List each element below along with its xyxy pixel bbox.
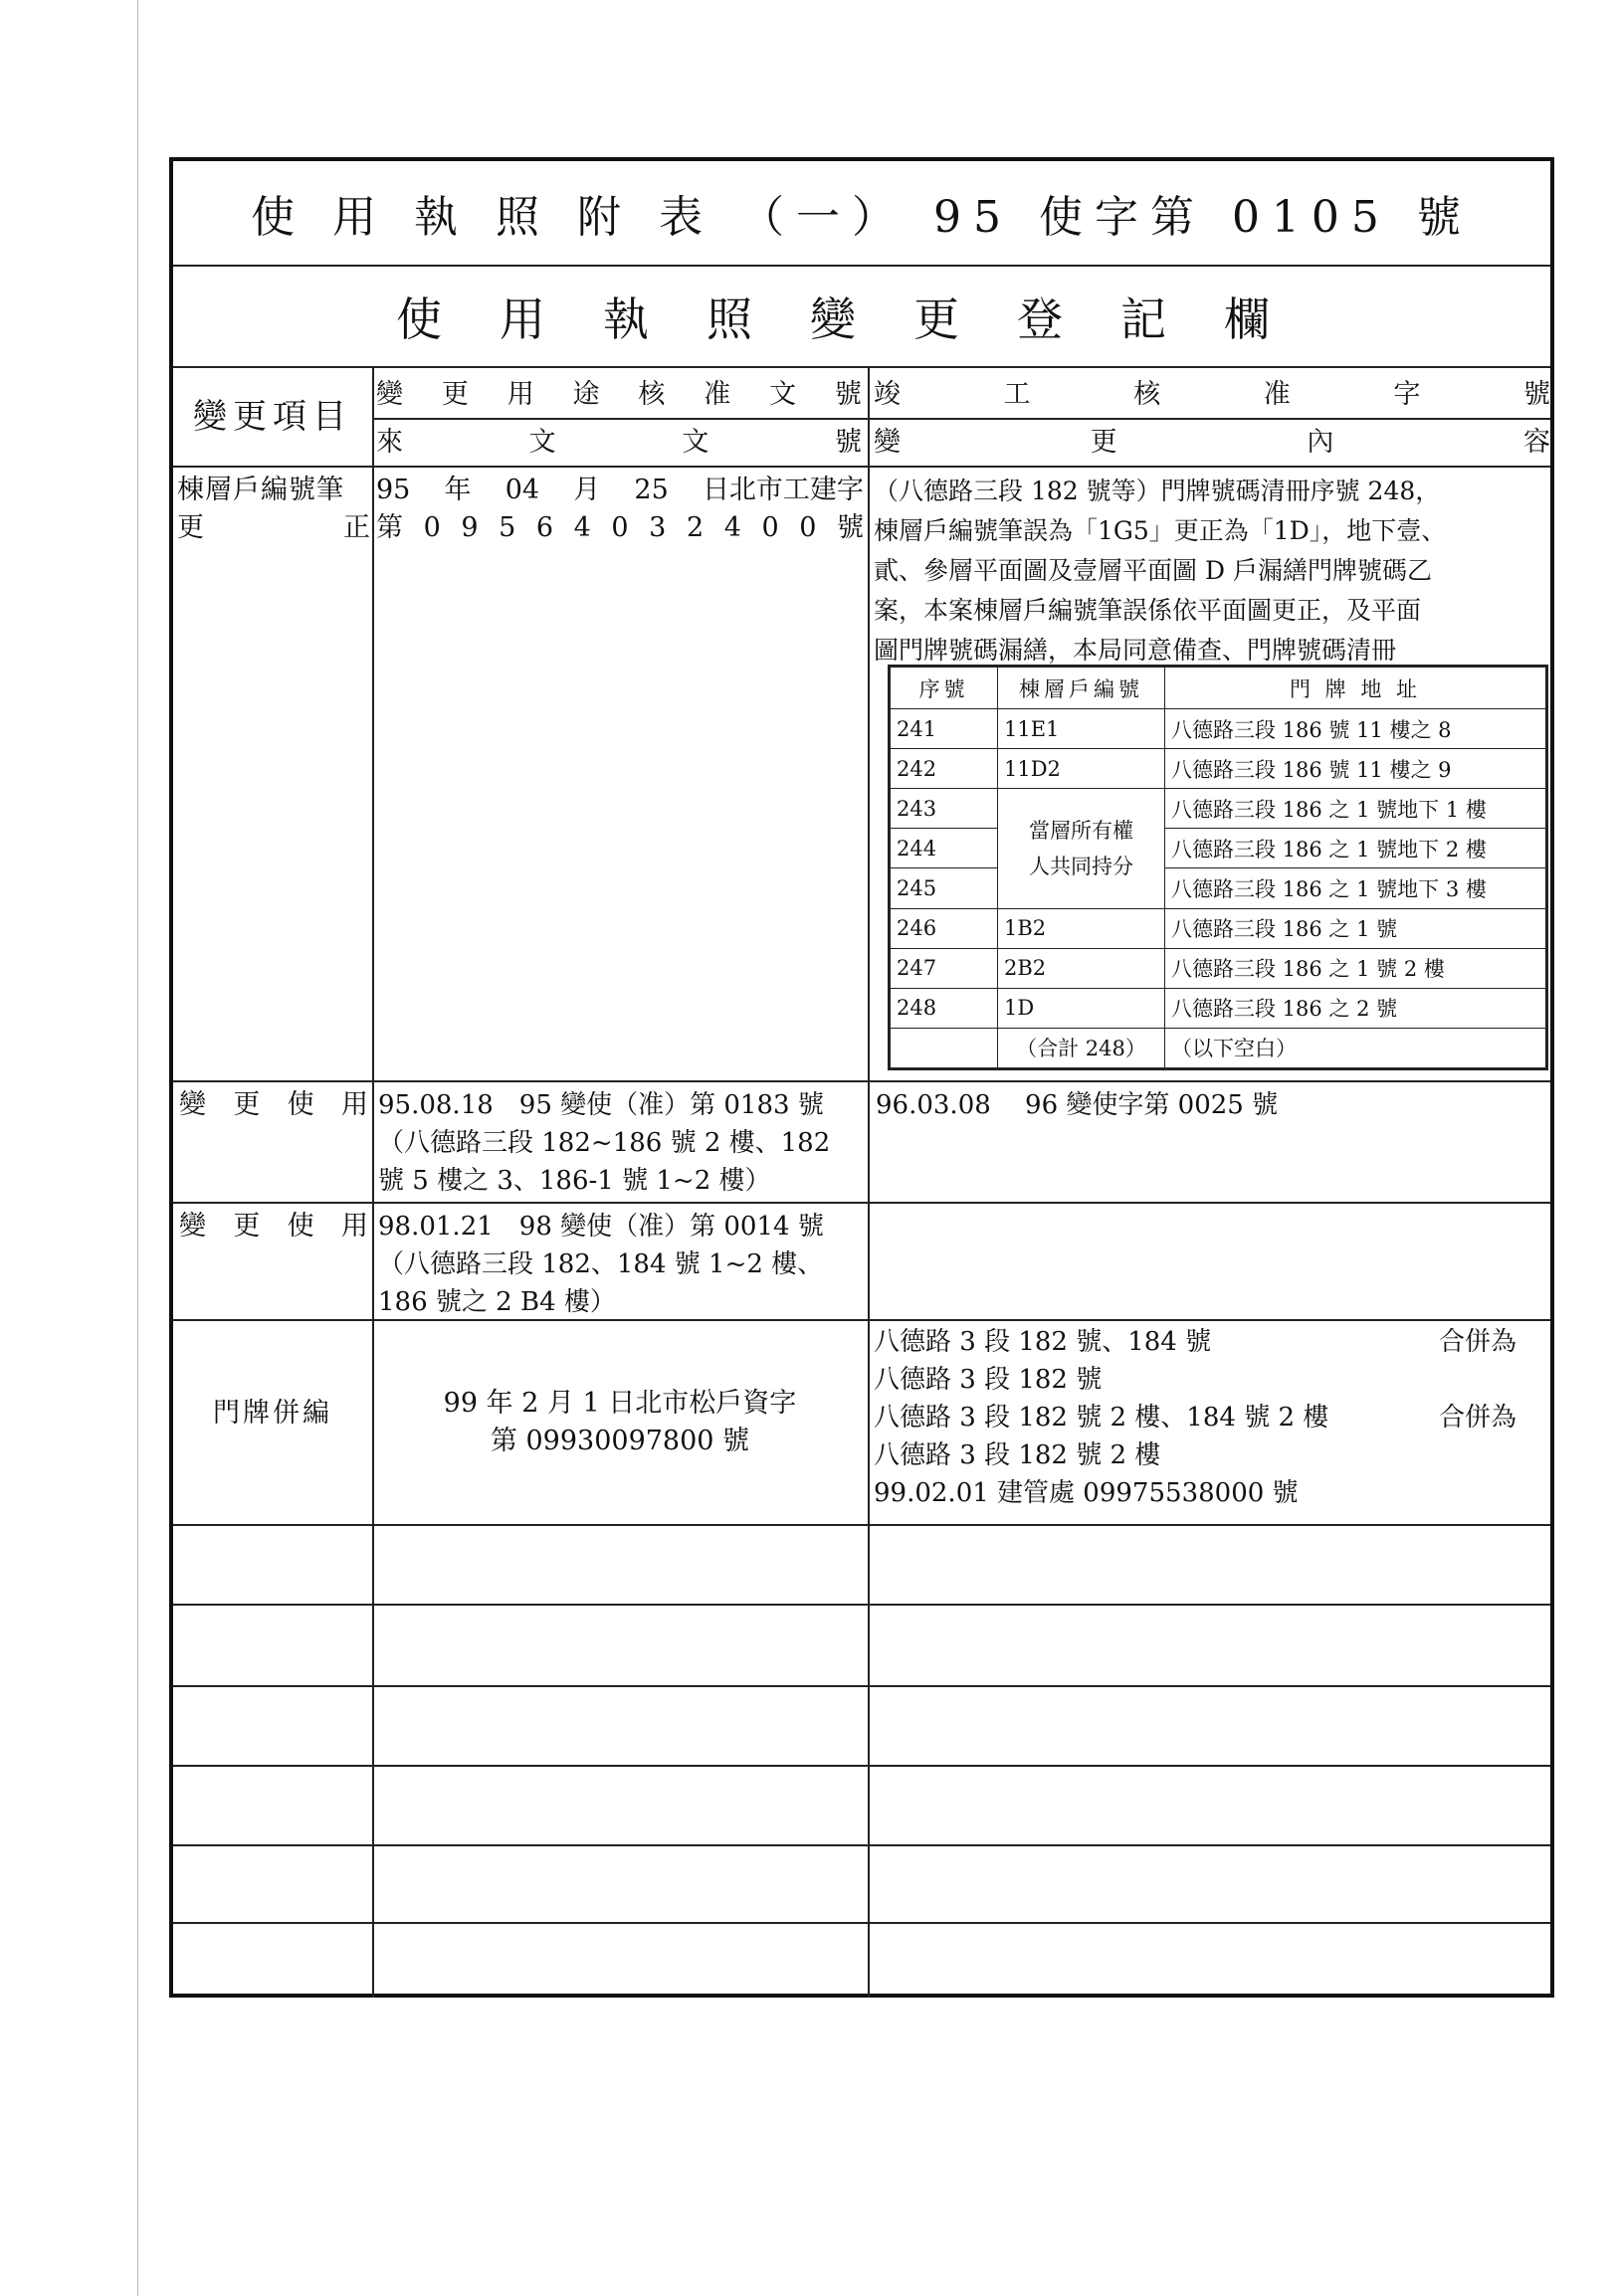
address-list-table xyxy=(888,665,1548,1070)
entry3-item-char: 使 xyxy=(287,1211,314,1242)
header-char: 文 xyxy=(528,427,556,458)
shared-ownership-line2: 人共同持分 xyxy=(1029,854,1133,878)
row-no: 241 xyxy=(891,709,998,749)
row-address: 八德路三段 186 之 1 號 xyxy=(1165,908,1546,948)
header-char: 號 xyxy=(1522,379,1550,410)
content-line: 棟層戶編號筆誤為「1G5」更正為「1D」，地下壹、 xyxy=(874,516,1447,545)
doc-token: 5 xyxy=(499,512,516,543)
entry4-content xyxy=(874,1323,1546,1512)
doc-token: 2 xyxy=(686,512,705,543)
doc-token: 04 xyxy=(505,475,540,505)
header-item-label: 變更項目 xyxy=(193,397,352,437)
header-char: 途 xyxy=(572,379,600,410)
header-char: 文 xyxy=(769,379,797,410)
doc-line: 95.08.18 95 變使（准）第 0183 號 xyxy=(378,1090,824,1120)
empty-row-line xyxy=(173,1685,1550,1687)
header-change-content-label xyxy=(874,424,1550,462)
header-char: 核 xyxy=(638,379,666,410)
doc-token: 0 xyxy=(799,512,817,543)
table-blank-note: （以下空白） xyxy=(1165,1028,1546,1067)
doc-token: 0 xyxy=(761,512,779,543)
entry3-item-char: 變 xyxy=(179,1211,206,1242)
header-char: 更 xyxy=(1090,427,1117,458)
header-char: 核 xyxy=(1133,379,1161,410)
row-address: 八德路三段 186 之 1 號地下 3 樓 xyxy=(1165,868,1546,908)
table-total-row xyxy=(891,1028,1546,1067)
entry2-item-char: 使 xyxy=(287,1089,314,1120)
table-row xyxy=(891,789,1546,829)
header-char: 來 xyxy=(376,427,403,458)
entry2-item-char: 變 xyxy=(179,1089,206,1120)
content-line: （八德路三段 182 號等）門牌號碼清冊序號 248， xyxy=(874,477,1441,505)
entry4-doc xyxy=(376,1385,864,1460)
entry2-item-char: 用 xyxy=(340,1089,368,1120)
registration-form xyxy=(169,157,1554,1998)
entry3-item xyxy=(179,1208,368,1245)
header-char: 字 xyxy=(1393,379,1421,410)
doc-token: 4 xyxy=(723,512,741,543)
entry2-doc xyxy=(378,1086,866,1200)
table-row xyxy=(891,709,1546,749)
entry1-doc xyxy=(376,472,864,547)
entry1-content xyxy=(874,472,1554,670)
table-row xyxy=(891,948,1546,988)
doc-token: 年 xyxy=(444,475,472,505)
table-row xyxy=(891,908,1546,948)
header-char: 更 xyxy=(441,379,469,410)
content-line: 八德路 3 段 182 號 xyxy=(874,1365,1103,1395)
doc-line: （八德路三段 182、184 號 1~2 樓、 xyxy=(378,1249,824,1279)
header-approval-doc-label xyxy=(376,376,862,414)
header-char: 工 xyxy=(1003,379,1031,410)
content-text: 八德路 3 段 182 號、184 號 xyxy=(874,1327,1212,1357)
entry1-doc-line2 xyxy=(376,509,864,547)
entry3-item-char: 更 xyxy=(233,1211,261,1242)
entry3-item-char: 用 xyxy=(340,1211,368,1242)
row-address: 八德路三段 186 號 11 樓之 9 xyxy=(1165,749,1546,789)
doc-token: 0 xyxy=(423,512,441,543)
row-no: 243 xyxy=(891,789,998,829)
row-address: 八德路三段 186 之 2 號 xyxy=(1165,988,1546,1028)
entry1-item-char: 正 xyxy=(343,512,370,543)
column-divider-2 xyxy=(868,368,870,1998)
entry1-item xyxy=(177,472,370,547)
doc-token: 95 xyxy=(376,475,411,505)
header-mid-line xyxy=(372,418,1550,420)
entry2-approval: 96.03.08 96 變使字第 0025 號 xyxy=(876,1090,1279,1120)
doc-token: 25 xyxy=(634,475,669,505)
header-char: 內 xyxy=(1307,427,1334,458)
entry4-bottom-line xyxy=(173,1524,1550,1526)
row-no: 247 xyxy=(891,948,998,988)
doc-token: 日北市工建字 xyxy=(702,475,864,505)
row-no: 248 xyxy=(891,988,998,1028)
doc-line: 第 09930097800 號 xyxy=(490,1426,750,1456)
row-address: 八德路三段 186 之 1 號地下 1 樓 xyxy=(1165,789,1546,829)
empty-row-line xyxy=(173,1765,1550,1767)
header-char: 容 xyxy=(1522,427,1550,458)
header-char: 號 xyxy=(834,427,862,458)
row-no-empty xyxy=(891,1028,998,1067)
header-char: 用 xyxy=(506,379,534,410)
content-line xyxy=(874,1399,1546,1436)
table-row xyxy=(891,868,1546,908)
doc-line: 號 5 樓之 3、186-1 號 1~2 樓） xyxy=(378,1166,771,1196)
row-code: 2B2 xyxy=(998,948,1165,988)
entry1-doc-line1 xyxy=(376,472,864,509)
header-char: 准 xyxy=(1263,379,1291,410)
header-char: 號 xyxy=(834,379,862,410)
row-code-shared xyxy=(998,789,1165,908)
shared-ownership-line1: 當層所有權 xyxy=(1029,818,1133,843)
content-line: 圖門牌號碼漏繕，本局同意備查、門牌號碼清冊 xyxy=(874,636,1397,665)
doc-token: 4 xyxy=(573,512,591,543)
doc-token: 0 xyxy=(611,512,629,543)
doc-line: 99 年 2 月 1 日北市松戶資字 xyxy=(443,1388,797,1419)
empty-row-line xyxy=(173,1844,1550,1846)
entry2-bottom-line xyxy=(173,1202,1550,1204)
header-char: 准 xyxy=(704,379,731,410)
row-address: 八德路三段 186 號 11 樓之 8 xyxy=(1165,709,1546,749)
row-code: 11D2 xyxy=(998,749,1165,789)
header-bottom-line xyxy=(173,466,1550,468)
content-suffix: 合併為 xyxy=(1438,1403,1516,1433)
row-no: 244 xyxy=(891,829,998,868)
table-total: （合計 248） xyxy=(998,1028,1165,1067)
header-char: 竣 xyxy=(874,379,901,410)
page-margin-line xyxy=(137,0,138,2296)
entry1-item-line2 xyxy=(177,509,370,547)
entry1-item-char: 更 xyxy=(177,512,204,543)
doc-line: 98.01.21 98 變使（准）第 0014 號 xyxy=(378,1212,824,1242)
doc-token: 第 xyxy=(376,512,403,543)
content-line: 案，本案棟層戶編號筆誤係依平面圖更正，及平面 xyxy=(874,596,1422,625)
col-header-no: 序號 xyxy=(891,668,998,709)
content-text: 八德路 3 段 182 號 2 樓、184 號 2 樓 xyxy=(874,1403,1329,1433)
row-code: 11E1 xyxy=(998,709,1165,749)
header-char: 變 xyxy=(874,427,901,458)
doc-token: 6 xyxy=(535,512,554,543)
doc-token: 號 xyxy=(837,512,864,543)
column-divider-1 xyxy=(372,368,374,1998)
doc-line: （八德路三段 182~186 號 2 樓、182 xyxy=(378,1128,831,1158)
row-code: 1D xyxy=(998,988,1165,1028)
table-row xyxy=(891,988,1546,1028)
row-no: 245 xyxy=(891,868,998,908)
entry2-item xyxy=(179,1086,368,1124)
content-suffix: 合併為 xyxy=(1438,1327,1516,1357)
doc-token: 9 xyxy=(461,512,479,543)
content-line xyxy=(874,1323,1546,1361)
entry1-bottom-line xyxy=(173,1080,1550,1082)
entry4-item: 門牌併編 xyxy=(213,1398,332,1429)
doc-token: 3 xyxy=(649,512,667,543)
header-completion-label xyxy=(874,376,1550,414)
empty-row-line xyxy=(173,1604,1550,1606)
form-title: 使 用 執 照 附 表 （一） 95 使字第 0105 號 xyxy=(173,161,1550,267)
table-row xyxy=(891,749,1546,789)
row-no: 242 xyxy=(891,749,998,789)
content-line: 貳、參層平面圖及壹層平面圖 D 戶漏繕門牌號碼乙 xyxy=(874,556,1432,585)
row-code: 1B2 xyxy=(998,908,1165,948)
form-subtitle: 使用執照變更登記欄 xyxy=(173,267,1550,368)
entry3-doc xyxy=(378,1208,866,1321)
entry1-item-line1: 棟層戶編號筆 xyxy=(177,475,344,505)
col-header-address: 門 牌 地 址 xyxy=(1165,668,1546,709)
doc-token: 月 xyxy=(573,475,601,505)
col-header-code: 棟層戶編號 xyxy=(998,668,1165,709)
entry2-item-char: 更 xyxy=(233,1089,261,1120)
header-incoming-doc-label xyxy=(376,424,862,462)
content-line: 99.02.01 建管處 09975538000 號 xyxy=(874,1478,1299,1508)
header-char: 文 xyxy=(682,427,709,458)
content-line: 八德路 3 段 182 號 2 樓 xyxy=(874,1440,1161,1470)
entry3-bottom-line xyxy=(173,1319,1550,1321)
row-address: 八德路三段 186 之 1 號 2 樓 xyxy=(1165,948,1546,988)
doc-line: 186 號之 2 B4 樓） xyxy=(378,1287,616,1317)
table-row xyxy=(891,829,1546,868)
empty-row-line xyxy=(173,1922,1550,1924)
row-address: 八德路三段 186 之 1 號地下 2 樓 xyxy=(1165,829,1546,868)
header-char: 變 xyxy=(376,379,403,410)
row-no: 246 xyxy=(891,908,998,948)
